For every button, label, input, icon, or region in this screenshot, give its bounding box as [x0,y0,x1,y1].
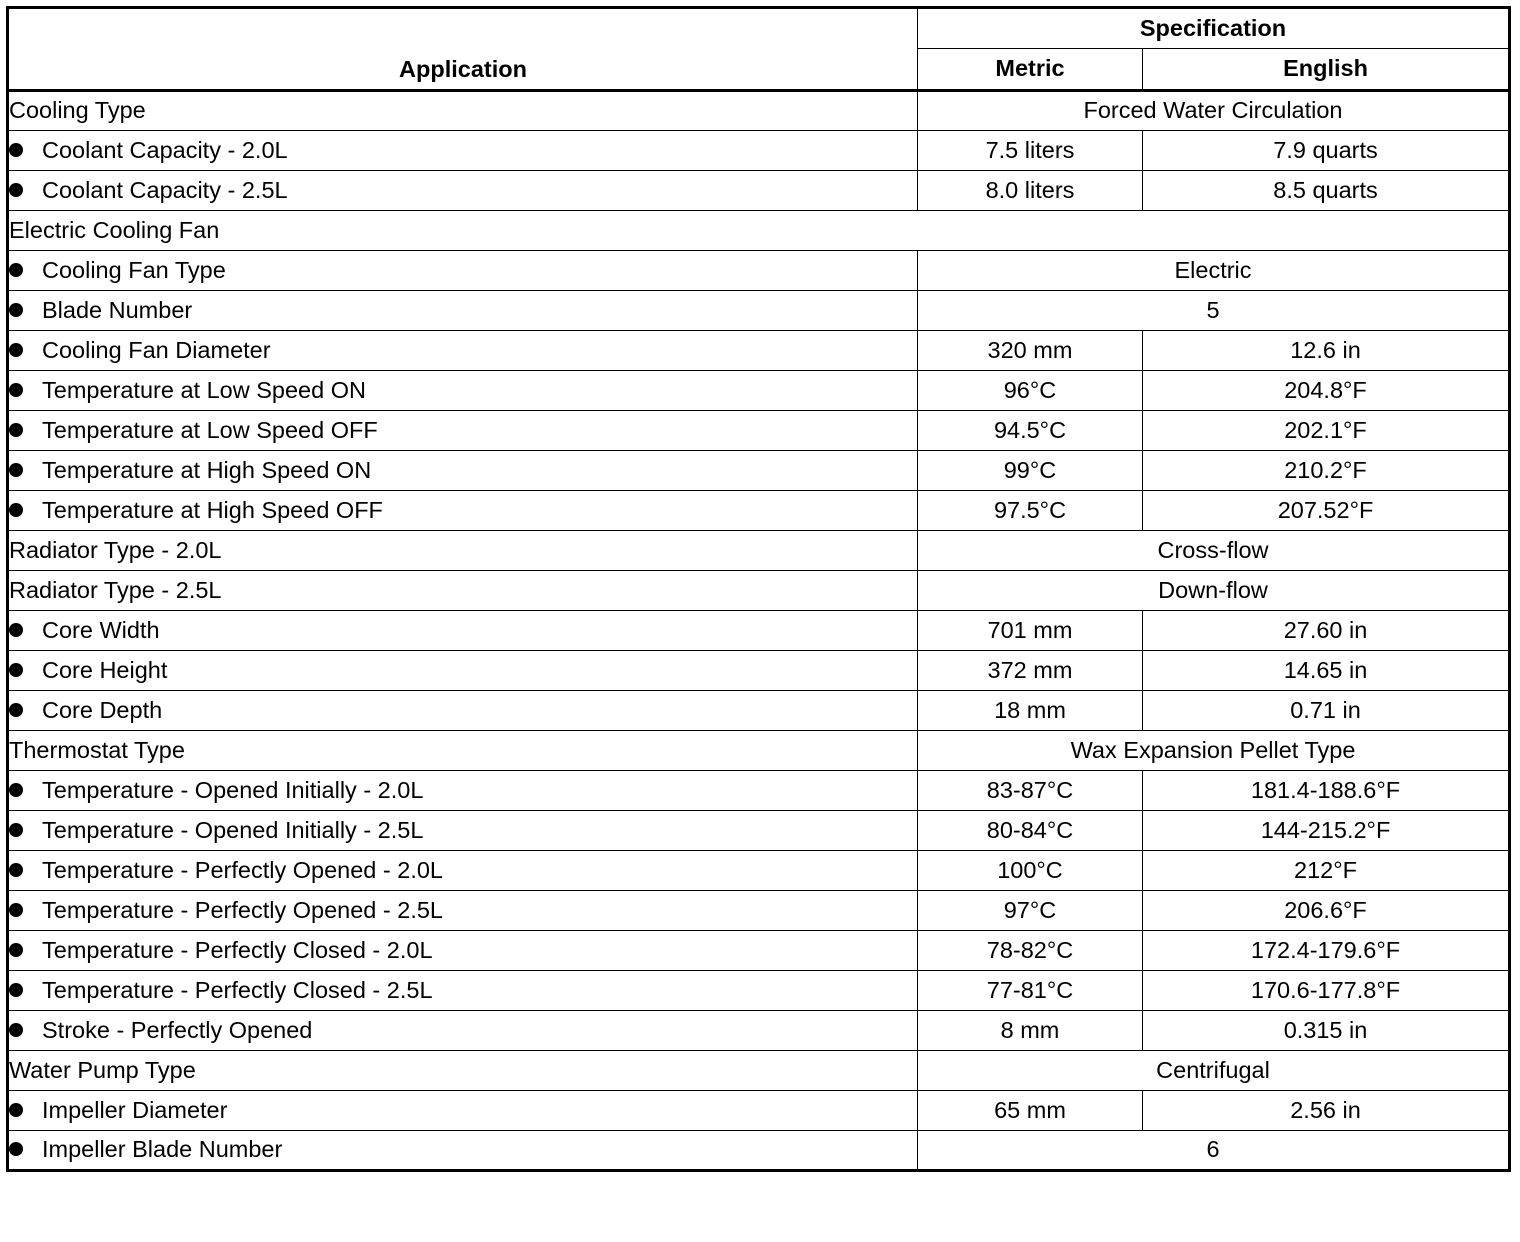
row-label: Water Pump Type [8,1051,918,1091]
spec-value: Forced Water Circulation [918,91,1510,131]
english-value: 170.6-177.8°F [1143,971,1510,1011]
table-row [8,691,1510,731]
row-label: Blade Number [42,296,193,323]
table-row [8,251,1510,291]
cooling-system-spec-table [6,6,1511,1172]
row-label: Cooling Fan Type [42,256,226,283]
english-value: 2.56 in [1143,1091,1510,1131]
metric-value: 97°C [918,891,1143,931]
row-label: Radiator Type - 2.5L [8,571,918,611]
row-label: Coolant Capacity - 2.5L [42,176,288,203]
table-row [8,891,1510,931]
bullet-icon [9,503,23,517]
bullet-icon [9,1103,23,1117]
english-value: 172.4-179.6°F [1143,931,1510,971]
table-row [8,291,1510,331]
spec-value: 6 [918,1131,1510,1171]
bullet-icon [9,423,23,437]
metric-value: 99°C [918,451,1143,491]
specification-header: Specification [918,8,1510,49]
bullet-icon [9,623,23,637]
metric-value: 8.0 liters [918,171,1143,211]
section-row-thermostat-type [8,731,1510,771]
bullet-icon [9,943,23,957]
english-value: 7.9 quarts [1143,131,1510,171]
metric-value: 97.5°C [918,491,1143,531]
bullet-icon [9,663,23,677]
row-label: Impeller Blade Number [42,1136,283,1163]
table-row [8,971,1510,1011]
table-row [8,1011,1510,1051]
spec-value: 5 [918,291,1510,331]
metric-value: 100°C [918,851,1143,891]
bullet-icon [9,463,23,477]
row-label: Core Depth [42,696,163,723]
metric-value: 65 mm [918,1091,1143,1131]
metric-value: 96°C [918,371,1143,411]
english-value: 212°F [1143,851,1510,891]
row-label: Temperature - Opened Initially - 2.0L [42,776,424,803]
english-value: 12.6 in [1143,331,1510,371]
row-label: Coolant Capacity - 2.0L [42,136,288,163]
section-row-electric-cooling-fan [8,211,1510,251]
english-value: 8.5 quarts [1143,171,1510,211]
metric-value: 701 mm [918,611,1143,651]
bullet-icon [9,143,23,157]
table-row [8,651,1510,691]
row-label: Temperature - Perfectly Opened - 2.5L [42,896,444,923]
metric-value: 18 mm [918,691,1143,731]
bullet-icon [9,703,23,717]
row-label: Temperature at High Speed ON [42,456,372,483]
english-value: 27.60 in [1143,611,1510,651]
table-row [8,611,1510,651]
table-row [8,491,1510,531]
english-value: 206.6°F [1143,891,1510,931]
english-value: 14.65 in [1143,651,1510,691]
bullet-icon [9,183,23,197]
bullet-icon [9,903,23,917]
metric-value: 320 mm [918,331,1143,371]
application-header: Application [8,8,918,91]
bullet-icon [9,1142,23,1156]
english-value: 207.52°F [1143,491,1510,531]
english-value: 204.8°F [1143,371,1510,411]
table-row [8,851,1510,891]
metric-value: 7.5 liters [918,131,1143,171]
section-row-cooling-type [8,91,1510,131]
bullet-icon [9,863,23,877]
section-row-water-pump-type [8,1051,1510,1091]
english-header: English [1143,49,1510,91]
row-label: Temperature - Perfectly Closed - 2.0L [42,936,433,963]
english-value: 210.2°F [1143,451,1510,491]
table-row [8,811,1510,851]
bullet-icon [9,783,23,797]
table-row [8,771,1510,811]
english-value: 202.1°F [1143,411,1510,451]
metric-header: Metric [918,49,1143,91]
row-label: Core Width [42,616,160,643]
english-value: 0.315 in [1143,1011,1510,1051]
section-row-radiator-type-20 [8,531,1510,571]
row-label: Temperature at High Speed OFF [42,496,383,523]
bullet-icon [9,383,23,397]
spec-value: Cross-flow [918,531,1510,571]
metric-value: 80-84°C [918,811,1143,851]
spec-value: Electric [918,251,1510,291]
english-value: 144-215.2°F [1143,811,1510,851]
row-label: Stroke - Perfectly Opened [42,1016,313,1043]
row-label: Electric Cooling Fan [8,211,1510,251]
header-row-top [8,8,1510,49]
row-label: Temperature - Opened Initially - 2.5L [42,816,424,843]
row-label: Core Height [42,656,168,683]
bullet-icon [9,983,23,997]
row-label: Thermostat Type [8,731,918,771]
row-label: Radiator Type - 2.0L [8,531,918,571]
table-row [8,131,1510,171]
table-row [8,371,1510,411]
bullet-icon [9,303,23,317]
table-row [8,931,1510,971]
bullet-icon [9,343,23,357]
metric-value: 94.5°C [918,411,1143,451]
english-value: 0.71 in [1143,691,1510,731]
table-row [8,331,1510,371]
row-label: Temperature - Perfectly Closed - 2.5L [42,976,433,1003]
row-label: Cooling Fan Diameter [42,336,271,363]
metric-value: 78-82°C [918,931,1143,971]
row-label: Cooling Type [8,91,918,131]
metric-value: 83-87°C [918,771,1143,811]
metric-value: 8 mm [918,1011,1143,1051]
section-row-radiator-type-25 [8,571,1510,611]
bullet-icon [9,1023,23,1037]
table-row [8,1091,1510,1131]
table-row [8,171,1510,211]
spec-value: Centrifugal [918,1051,1510,1091]
metric-value: 77-81°C [918,971,1143,1011]
row-label: Temperature at Low Speed ON [42,376,366,403]
table-row [8,1131,1510,1171]
english-value: 181.4-188.6°F [1143,771,1510,811]
table-row [8,411,1510,451]
bullet-icon [9,263,23,277]
row-label: Impeller Diameter [42,1096,228,1123]
row-label: Temperature at Low Speed OFF [42,416,378,443]
bullet-icon [9,823,23,837]
spec-value: Down-flow [918,571,1510,611]
spec-value: Wax Expansion Pellet Type [918,731,1510,771]
row-label: Temperature - Perfectly Opened - 2.0L [42,856,444,883]
table-row [8,451,1510,491]
metric-value: 372 mm [918,651,1143,691]
